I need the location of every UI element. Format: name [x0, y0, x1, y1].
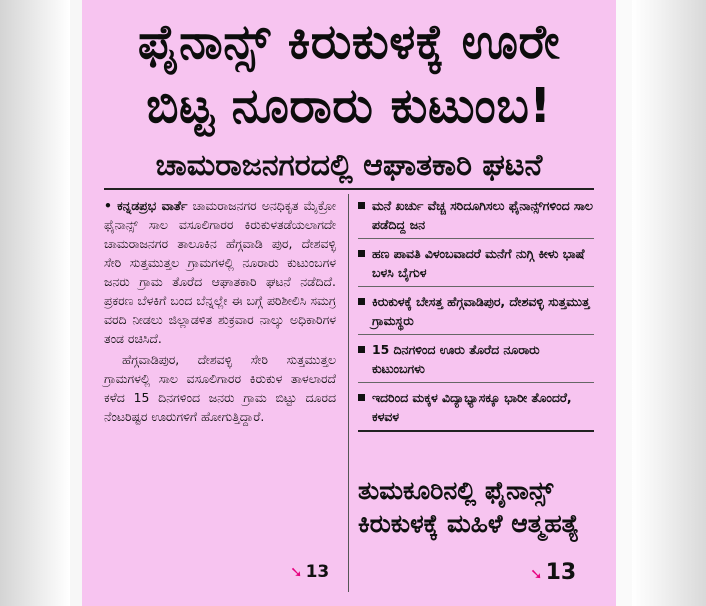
highlight-item: ಮನೆ ಖರ್ಚು ವೆಚ್ಚ ಸರಿದೂಗಿಸಲು ಫೈನಾನ್ಸ್‌ಗಳಿಂದ ಸಾಲ ಪಡೆದಿದ್ದ ಜನ [358, 196, 594, 239]
article-paragraph-1-text: ಚಾಮರಾಜನಗರ ಅನಧಿಕೃತ ಮೈಕ್ರೋ ಫೈನಾನ್ಸ್ ಸಾಲ ವಸೂಲಿಗಾರರ ಕಿರುಕುಳತಡೆಯಲಾಗದೇ ಚಾಮರಾಜನಗರ ತಾಲೂಕಿನ ಹೆಗ್ಗವಾಡಿ ಪುರ, ದೇಶವಳ್ಳಿ ಸೇರಿ ಸುತ್ತಮುತ್ತಲ ಗ್ರಾಮಗಳಲ್ಲಿ ನೂರಾರು ಕುಟುಂಬಗಳ ಜನರು ಗ್ರಾಮ ತೊರೆದ ಆಘಾತಕಾರಿ ಘಟನೆ ನಡೆದಿದೆ. ಪ್ರಕರಣ ಬೆಳಕಿಗೆ ಬಂದ ಬೆನ್ನಲ್ಲೇ ಈ ಬಗ್ಗೆ ಪರಿಶೀಲಿಸಿ ಸಮಗ್ರ ವರದಿ ನೀಡಲು ಜಿಲ್ಲಾಡಳಿತ ಶುಕ್ರವಾರ ನಾಲ್ಕು ಅಧಿಕಾರಿಗಳ ತಂಡ ರಚಿಸಿದೆ. [104, 198, 336, 346]
highlight-item: ಇದರಿಂದ ಮಕ್ಕಳ ವಿದ್ಯಾಭ್ಯಾಸಕ್ಕೂ ಭಾರೀ ತೊಂದರೆ, ಕಳವಳ [358, 388, 594, 432]
side-story-headline: ತುಮಕೂರಿನಲ್ಲಿ ಫೈನಾನ್ಸ್ ಕಿರುಕುಳಕ್ಕೆ ಮಹಿಳೆ ಆತ್ಮಹತ್ಯೆ [358, 476, 580, 538]
scan-margin-right [632, 0, 706, 606]
newspaper-clipping [82, 0, 616, 606]
column-divider [348, 194, 349, 592]
jump-arrow-icon: ➘ [530, 565, 543, 583]
article-byline: ಕನ್ನಡಪ್ರಭ ವಾರ್ತೆ [117, 198, 188, 213]
article-continued-jump[interactable] [290, 562, 329, 582]
article-paragraph-1 [104, 196, 336, 348]
highlight-item: ಕಿರುಕುಳಕ್ಕೆ ಬೇಸತ್ತ ಹೆಗ್ಗವಾಡಿಪುರ, ದೇಶವಳ್ಳಿ ಸುತ್ತಮುತ್ತ ಗ್ರಾಮಸ್ಥರು [358, 292, 594, 335]
highlight-item: 15 ದಿನಗಳಿಂದ ಊರು ತೊರೆದ ನೂರಾರು ಕುಟುಂಬಗಳು [358, 340, 594, 383]
jump-page-number: 13 [305, 562, 330, 582]
bullet-icon: • [104, 198, 112, 213]
headline-line-2: ಬಿಟ್ಟ ನೂರಾರು ಕುಟುಂಬ! [146, 78, 552, 134]
side-story-jump[interactable] [530, 560, 576, 585]
subheadline: ಚಾಮರಾಜನಗರದಲ್ಲಿ ಆಘಾತಕಾರಿ ಘಟನೆ [155, 148, 543, 183]
jump-arrow-icon: ➘ [290, 563, 303, 581]
headline-rule [104, 188, 594, 190]
highlight-item: ಹಣ ಪಾವತಿ ವಿಳಂಬವಾದರೆ ಮನೆಗೆ ನುಗ್ಗಿ ಕೀಳು ಭಾಷೆ ಬಳಸಿ ಬೈಗುಳ [358, 244, 594, 287]
article-body [104, 196, 336, 426]
article-paragraph-2: ಹೆಗ್ಗವಾಡಿಪುರ, ದೇಶವಳ್ಳಿ ಸೇರಿ ಸುತ್ತಮುತ್ತಲ ಗ್ರಾಮಗಳಲ್ಲಿ ಸಾಲ ವಸೂಲಿಗಾರರ ಕಿರುಕುಳ ತಾಳಲಾರದೆ ಕಳೆದ 15 ದಿನಗಳಿಂದ ಜನರು ಗ್ರಾಮ ಬಿಟ್ಟು ದೂರದ ನೆಂಟರಿಷ್ಟರ ಊರುಗಳಿಗೆ ಹೋಗುತ್ತಿದ್ದಾರೆ. [104, 352, 336, 424]
jump-page-number: 13 [545, 560, 577, 585]
headline-line-1: ಫೈನಾನ್ಸ್ ಕಿರುಕುಳಕ್ಕೆ ಊರೇ [137, 14, 561, 70]
paper-edge-left [70, 0, 82, 606]
highlights-list [358, 196, 594, 437]
scan-margin-left [0, 0, 70, 606]
paper-edge-right [616, 0, 632, 606]
